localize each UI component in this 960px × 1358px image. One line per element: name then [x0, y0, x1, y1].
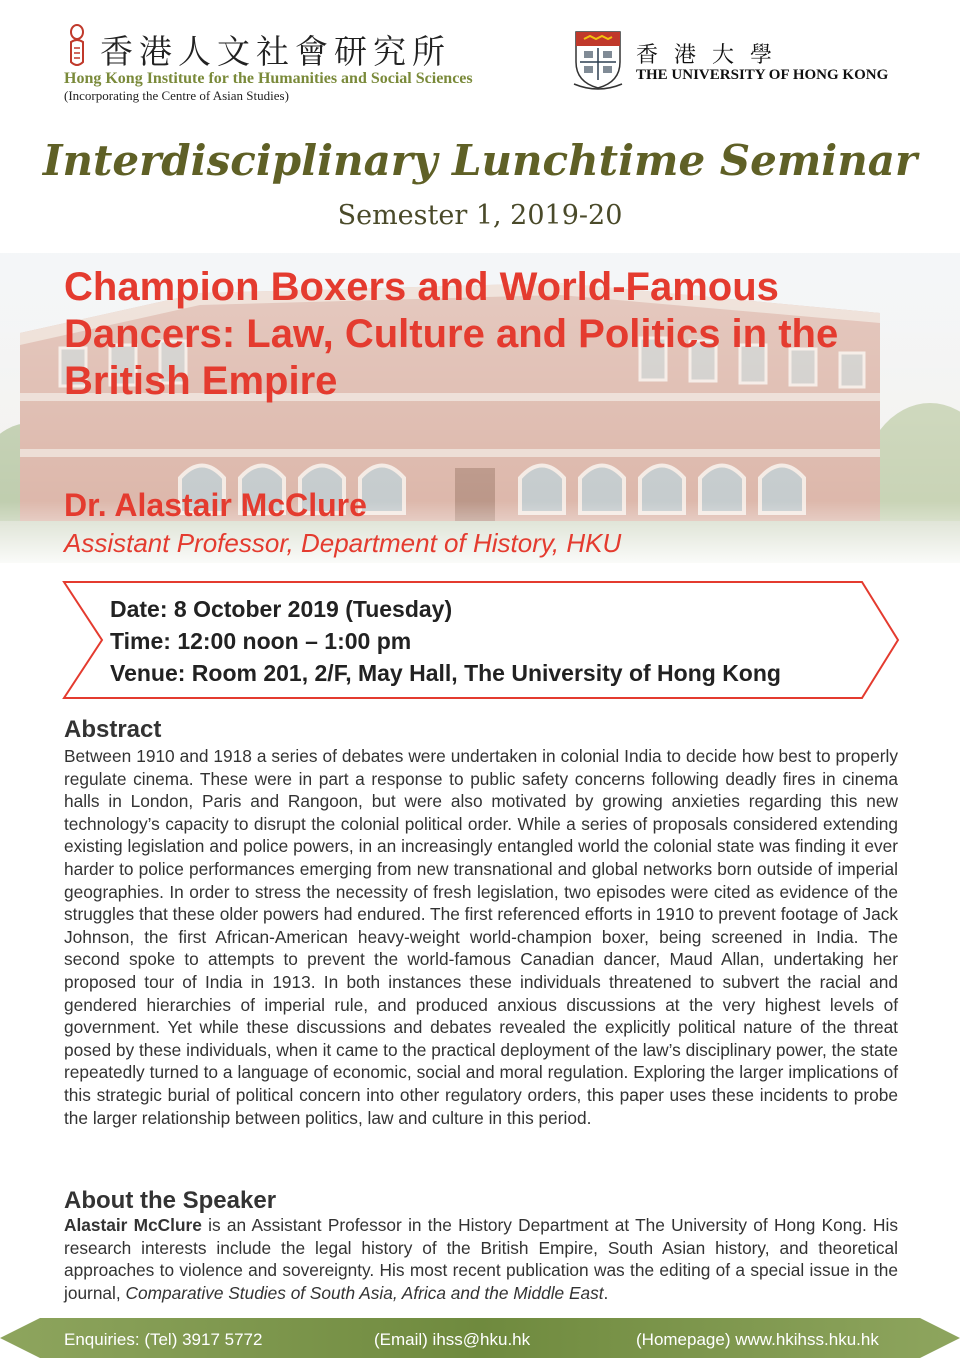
speaker-bio-name: Alastair McClure: [64, 1215, 202, 1235]
hku-name-english: THE UNIVERSITY OF HONG KONG: [636, 67, 889, 83]
footer-email-link[interactable]: (Email) ihss@hku.hk: [374, 1330, 531, 1349]
hkihss-name-english: Hong Kong Institute for the Humanities and Social Sciences: [64, 70, 473, 87]
talk-title: Champion Boxers and World-Famous Dancers: Law, Culture and Politics in the British Empire: [64, 265, 839, 403]
event-time: Time: 12:00 noon – 1:00 pm: [110, 628, 412, 654]
seminar-series-title: Interdisciplinary Lunchtime Seminar: [42, 136, 918, 185]
event-date: Date: 8 October 2019 (Tuesday): [110, 596, 453, 622]
speaker-affiliation: Assistant Professor, Department of History, HKU: [64, 528, 622, 558]
speaker-bio-text: is an Assistant Professor in the History Department at The University of Hong Kong. His research interests include the legal history of the British Empire, South Asian history, and theoretical approaches to violence and sovereignty. His most recent publication was the editing of a special issue in the journal,: [64, 1215, 898, 1303]
hku-crest-icon: [572, 28, 624, 92]
footer-homepage-link[interactable]: (Homepage) www.hkihss.hku.hk: [636, 1330, 879, 1349]
footer-telephone: Enquiries: (Tel) 3917 5772: [64, 1330, 263, 1349]
speaker-bio: [64, 1214, 898, 1304]
speaker-bio-end: .: [603, 1282, 609, 1303]
semester-label: Semester 1, 2019-20: [337, 200, 623, 231]
hkihss-logo-icon: [62, 22, 92, 70]
hkihss-subtitle: (Incorporating the Centre of Asian Studies): [64, 88, 289, 103]
speaker-name: Dr. Alastair McClure: [64, 487, 367, 523]
event-venue: Venue: Room 201, 2/F, May Hall, The University of Hong Kong: [110, 660, 781, 686]
speaker-bio-journal: Comparative Studies of South Asia, Africa and the Middle East: [125, 1282, 604, 1303]
speaker-heading: About the Speaker: [64, 1187, 277, 1214]
hku-name-chinese: 香港大學: [636, 43, 789, 68]
abstract-heading: Abstract: [64, 716, 162, 743]
abstract-text: Between 1910 and 1918 a series of debates were undertaken in colonial India to decide how best to properly regulate cinema. These were in part a response to public safety concerns following deadly fires in cinema halls in London, Paris and Rangoon, but were also motivated by growing anxieties regarding this new technology’s capacity to disrupt the colonial political order. While a series of proposals considered extending existing legislation and police powers, in an increasingly entangled world the colonial state was finding it ever harder to police performances emerging from new transnational and global networks born outside of imperial geographies. In order to stress the necessity of fresh legislation, two episodes were cited as evidence of the struggles that these older powers had endured. The first referenced efforts in 1910 to prevent footage of Jack Johnson, the first African-American heavy-weight world-champion boxer, being screened in India. The second spoke to attempts to prevent the world-famous Canadian dancer, Maud Allan, undertaking her proposed tour of India in 1913. In both instances these individuals threatened to subvert the racial and gendered hierarchies of imperial rule, and produced anxious discussions at the very highest levels of government. Yet while these discussions and debates revealed the explicitly political nature of the threat posed by these individuals, when it came to the practical deployment of the law’s disciplinary power, the state repeatedly turned to a language of economic, social and moral regulation. Exploring the larger implications of this strategic burial of political concern into other regulatory orders, this paper uses these incidents to probe the larger relationship between politics, law and culture in this period.: [64, 746, 898, 1128]
hkihss-name-chinese: 香港人文社會研究所: [100, 32, 451, 71]
